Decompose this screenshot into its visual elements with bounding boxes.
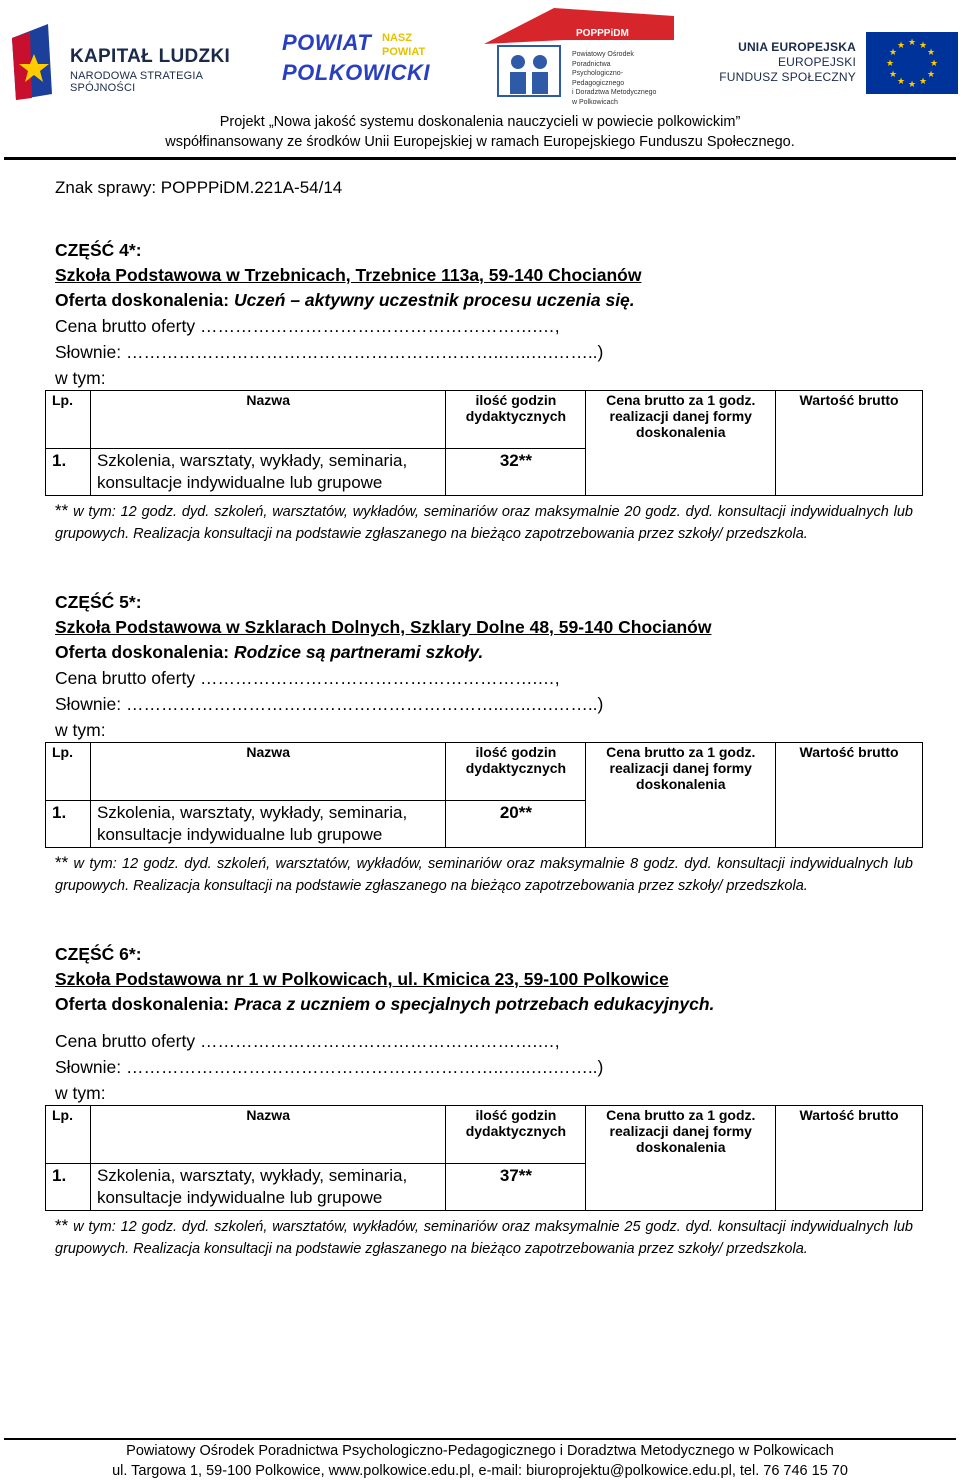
- section-school: Szkoła Podstawowa nr 1 w Polkowicach, ul. Kmicica 23, 59-100 Polkowice: [55, 969, 669, 989]
- row-name: [90, 801, 445, 848]
- row-name-line: konsultacje indywidualne lub grupowe: [96, 473, 383, 492]
- row-lp: 1.: [46, 1164, 91, 1211]
- footnote-stars: **: [55, 501, 69, 520]
- svg-text:★: ★: [907, 80, 917, 90]
- in-that-label: w tym:: [55, 1083, 106, 1103]
- table-header-row: [46, 1106, 923, 1164]
- table-header-row: [46, 743, 923, 801]
- offer-title: Praca z uczniem o specjalnych potrzebach edukacyjnych.: [233, 994, 715, 1014]
- header-name: Nazwa: [90, 391, 445, 449]
- header-price-line: realizacji danej formy: [609, 760, 752, 776]
- section-heading: CZĘŚĆ 4*:: [55, 240, 142, 260]
- row-name-line: konsultacje indywidualne lub grupowe: [96, 1188, 383, 1207]
- header-lp: Lp.: [46, 743, 91, 801]
- row-name-line: Szkolenia, warsztaty, wykłady, seminaria,: [96, 1166, 408, 1185]
- header-hours: [446, 743, 586, 801]
- footer-contact: ul. Targowa 1, 59-100 Polkowice, www.polkowice.edu.pl, e-mail: biuroprojektu@polkowice.edu.pl, tel. 76 746 15 70: [112, 1463, 848, 1479]
- powiat-polkowicki-logo: [278, 28, 438, 90]
- header-value: Wartość brutto: [776, 1106, 923, 1211]
- words-line: Słownie: ………………………………………………………..…..….……..): [55, 694, 604, 714]
- svg-text:★: ★: [907, 38, 917, 48]
- eu-flag-icon: [866, 32, 958, 94]
- offer-label: Oferta doskonalenia:: [55, 642, 234, 662]
- powiat-logo-small1: NASZ: [382, 32, 412, 44]
- header-price-line: doskonalenia: [636, 1139, 726, 1155]
- eu-logo-line2: EUROPEJSKI: [777, 55, 856, 69]
- eu-logo: [712, 30, 960, 96]
- table-header-row: [46, 391, 923, 449]
- kapital-ludzki-logo: [8, 24, 248, 104]
- header-value: Wartość brutto: [776, 391, 923, 496]
- section-heading: CZĘŚĆ 5*:: [55, 592, 142, 612]
- row-name-line: Szkolenia, warsztaty, wykłady, seminaria,: [96, 451, 408, 470]
- project-funding-line: współfinansowany ze środków Unii Europejskiej w ramach Europejskiego Funduszu Społecznego.: [165, 134, 795, 150]
- header-hours: [446, 1106, 586, 1164]
- words-line: Słownie: ………………………………………………………..…..….……..): [55, 1057, 604, 1077]
- svg-text:★: ★: [885, 59, 895, 69]
- eu-logo-line3: FUNDUSZ SPOŁECZNY: [719, 70, 856, 84]
- poppp-desc-line: i Doradztwa Metodycznego: [572, 89, 657, 96]
- row-hours: 20**: [446, 801, 586, 848]
- header-lp: Lp.: [46, 1106, 91, 1164]
- header-hours-line: dydaktycznych: [465, 760, 567, 776]
- powiat-logo-small2: POWIAT: [382, 46, 426, 58]
- section-heading: CZĘŚĆ 6*:: [55, 944, 142, 964]
- header-hours: [446, 391, 586, 449]
- footnote-stars: **: [55, 853, 69, 872]
- offer-label: Oferta doskonalenia:: [55, 290, 234, 310]
- header-value: Wartość brutto: [776, 743, 923, 848]
- svg-text:★: ★: [888, 70, 898, 80]
- section-offer: [55, 994, 714, 1015]
- svg-text:★: ★: [896, 77, 906, 87]
- footer-institution: Powiatowy Ośrodek Poradnictwa Psychologiczno-Pedagogicznego i Doradztwa Metodycznego w Polkowicach: [126, 1443, 834, 1459]
- header-price-line: Cena brutto za 1 godz.: [606, 392, 756, 408]
- svg-text:★: ★: [896, 41, 906, 51]
- section-school: Szkoła Podstawowa w Szklarach Dolnych, Szklary Dolne 48, 59-140 Chocianów: [55, 617, 712, 637]
- header-price: [586, 743, 776, 848]
- header-price-line: Cena brutto za 1 godz.: [606, 1107, 756, 1123]
- svg-text:★: ★: [926, 48, 936, 58]
- section-offer: [55, 290, 635, 311]
- header-divider: [4, 157, 956, 160]
- words-line: Słownie: ………………………………………………………..…..….……..): [55, 342, 604, 362]
- poppp-desc-line: Psychologiczno-Pedagogicznego: [572, 70, 625, 87]
- svg-text:★: ★: [929, 59, 939, 69]
- footnote-stars: **: [55, 1216, 69, 1235]
- project-title-line: Projekt „Nowa jakość systemu doskonalenia nauczycieli w powiecie polkowickim”: [219, 114, 741, 130]
- section-footnote: [55, 1215, 913, 1260]
- in-that-label: w tym:: [55, 720, 106, 740]
- header-price: [586, 391, 776, 496]
- row-hours: 32**: [446, 449, 586, 496]
- row-name-line: konsultacje indywidualne lub grupowe: [96, 825, 383, 844]
- row-lp: 1.: [46, 449, 91, 496]
- svg-text:★: ★: [926, 70, 936, 80]
- price-line: Cena brutto oferty ………………………………………………….…,: [55, 316, 560, 336]
- page-header: [0, 0, 960, 160]
- offer-label: Oferta doskonalenia:: [55, 994, 234, 1014]
- header-price: [586, 1106, 776, 1211]
- offer-title: Uczeń – aktywny uczestnik procesu uczenia się.: [233, 290, 635, 310]
- offer-table: [45, 390, 923, 496]
- row-name: [90, 449, 445, 496]
- powiat-logo-line2: POLKOWICKI: [282, 60, 430, 85]
- header-price-line: doskonalenia: [636, 424, 726, 440]
- header-hours-line: ilość godzin: [475, 1107, 557, 1123]
- price-line: Cena brutto oferty ………………………………………………….…,: [55, 1031, 560, 1051]
- powiat-logo-line1: POWIAT: [282, 30, 372, 55]
- header-price-line: doskonalenia: [636, 776, 726, 792]
- svg-text:★: ★: [888, 48, 898, 58]
- header-price-line: realizacji danej formy: [609, 408, 752, 424]
- case-number: Znak sprawy: POPPPiDM.221A-54/14: [55, 178, 343, 197]
- poppp-logo-description: [572, 50, 672, 107]
- row-lp: 1.: [46, 801, 91, 848]
- footnote-text: w tym: 12 godz. dyd. szkoleń, warsztatów, wykładów, seminariów oraz maksymalnie 20 godz. dyd. konsultacji indywidualnych lub grupowych. Realizacja konsultacji na podstawie zgłaszanego na bieżąco zapotrzebowania przez szkoły/ przedszkola.: [55, 504, 913, 542]
- price-line: Cena brutto oferty ………………………………………………….…,: [55, 668, 560, 688]
- row-hours: 37**: [446, 1164, 586, 1211]
- offer-table: [45, 742, 923, 848]
- poppp-desc-line: w Polkowicach: [572, 98, 618, 106]
- section-footnote: [55, 852, 913, 897]
- header-hours-line: dydaktycznych: [465, 408, 567, 424]
- header-hours-line: ilość godzin: [475, 744, 557, 760]
- section-school: Szkoła Podstawowa w Trzebnicach, Trzebnice 113a, 59-140 Chocianów: [55, 265, 642, 285]
- header-name: Nazwa: [90, 743, 445, 801]
- footnote-text: w tym: 12 godz. dyd. szkoleń, warsztatów, wykładów, seminariów oraz maksymalnie 8 godz. dyd. konsultacji indywidualnych lub grupowych. Realizacja konsultacji na podstawie zgłaszanego na bieżąco zapotrzebowania przez szkoły/ przedszkola.: [55, 856, 913, 894]
- poppp-desc-line: Powiatowy Ośrodek Poradnictwa: [572, 51, 634, 68]
- row-name: [90, 1164, 445, 1211]
- kapital-ludzki-title: KAPITAŁ LUDZKI: [70, 46, 231, 67]
- kapital-ludzki-subtitle: NARODOWA STRATEGIA SPÓJNOŚCI: [70, 70, 203, 94]
- header-price-line: Cena brutto za 1 godz.: [606, 744, 756, 760]
- svg-text:★: ★: [918, 41, 928, 51]
- offer-table: [45, 1105, 923, 1211]
- header-lp: Lp.: [46, 391, 91, 449]
- section-footnote: [55, 500, 913, 545]
- kapital-ludzki-emblem-icon: [8, 24, 64, 104]
- header-hours-line: ilość godzin: [475, 392, 557, 408]
- row-name-line: Szkolenia, warsztaty, wykłady, seminaria,: [96, 803, 408, 822]
- poppp-logo: [484, 6, 674, 106]
- section-offer: [55, 642, 483, 663]
- svg-text:★: ★: [918, 77, 928, 87]
- header-hours-line: dydaktycznych: [465, 1123, 567, 1139]
- footer-divider: [4, 1438, 956, 1440]
- header-name: Nazwa: [90, 1106, 445, 1164]
- eu-logo-line1: UNIA EUROPEJSKA: [738, 40, 856, 54]
- header-price-line: realizacji danej formy: [609, 1123, 752, 1139]
- offer-title: Rodzice są partnerami szkoły.: [233, 642, 484, 662]
- in-that-label: w tym:: [55, 368, 106, 388]
- footnote-text: w tym: 12 godz. dyd. szkoleń, warsztatów, wykładów, seminariów oraz maksymalnie 25 godz. dyd. konsultacji indywidualnych lub grupowych. Realizacja konsultacji na podstawie zgłaszanego na bieżąco zapotrzebowania przez szkoły/ przedszkola.: [55, 1219, 913, 1257]
- poppp-logo-title: POPPPiDM: [576, 28, 629, 39]
